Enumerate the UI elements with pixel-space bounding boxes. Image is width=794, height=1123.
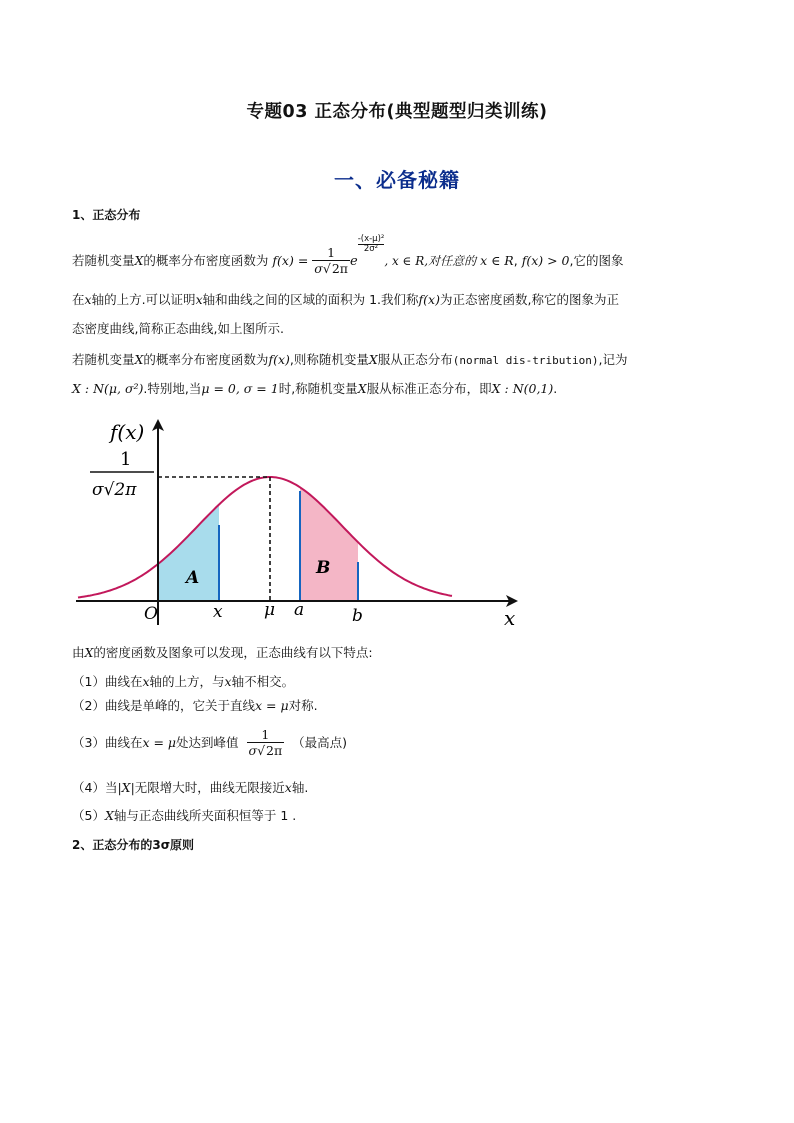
paragraph-line-3: 态密度曲线,简称正态曲线,如上图所示.	[72, 321, 284, 336]
density-fraction: $\frac{1}{\sigma√2\pi}$	[314, 245, 348, 276]
peak-value-numerator: 1	[120, 449, 132, 470]
y-axis-label: f(x)	[110, 420, 145, 444]
feature-item-3: （3）曲线在x = μ处达到峰值 $\frac{1}{\sigma√2\pi}$ （最高点)	[72, 727, 348, 758]
density-definition-line: 若随机变量X的概率分布密度函数为 f(x) = $\frac{1}{\sigma√2\pi}$ e $\frac{\text{-(x-μ)²}}{\text{2σ²}}$ , x ∈ R,对任意的 x ∈ R, f(x) > 0,它的图象	[72, 234, 624, 276]
peak-value-denominator: σ√2π	[92, 480, 137, 500]
x-axis-label: x	[504, 606, 516, 630]
subsection-heading-1: 1、正态分布	[72, 208, 141, 222]
page-title: 专题03 正态分布(典型题型归类训练)	[246, 102, 548, 122]
peak-value-fraction: $\frac{1}{\sigma√2\pi}$	[248, 727, 283, 758]
feature-item-2: （2）曲线是单峰的，它关于直线x = μ对称.	[72, 698, 318, 713]
region-b-label: B	[316, 558, 331, 578]
paragraph-line-5: X : N(μ, σ²).特别地,当μ = 0, σ = 1时,称随机变量X服从标准正态分布，即X : N(0,1).	[72, 381, 558, 396]
features-intro: 由X的密度函数及图象可以发现，正态曲线有以下特点:	[72, 645, 373, 660]
paragraph-line-2: 在x轴的上方.可以证明x轴和曲线之间的区域的面积为 1.我们称f(x)为正态密度函数,称它的图象为正	[72, 292, 619, 307]
tick-label-a: a	[294, 600, 305, 620]
section-heading: 一、必备秘籍	[334, 168, 460, 192]
feature-item-1: （1）曲线在x轴的上方，与x轴不相交。	[72, 674, 295, 689]
paragraph-line-4: 若随机变量X的概率分布密度函数为f(x),则称随机变量X服从正态分布(normal dis-tribution),记为	[72, 352, 628, 367]
region-b-fill	[300, 487, 358, 601]
feature-item-4: （4）当|X|无限增大时，曲线无限接近x轴.	[72, 780, 309, 795]
tick-label-mu: μ	[264, 600, 276, 620]
tick-label-x: x	[213, 602, 223, 622]
tick-label-b: b	[352, 606, 363, 626]
region-a-label: A	[186, 568, 200, 588]
subsection-heading-2: 2、正态分布的3σ原则	[72, 838, 195, 852]
origin-label: O	[144, 604, 158, 624]
feature-item-5: （5）X轴与正态曲线所夹面积恒等于 1 .	[72, 808, 297, 823]
normal-curve-figure	[72, 415, 532, 635]
